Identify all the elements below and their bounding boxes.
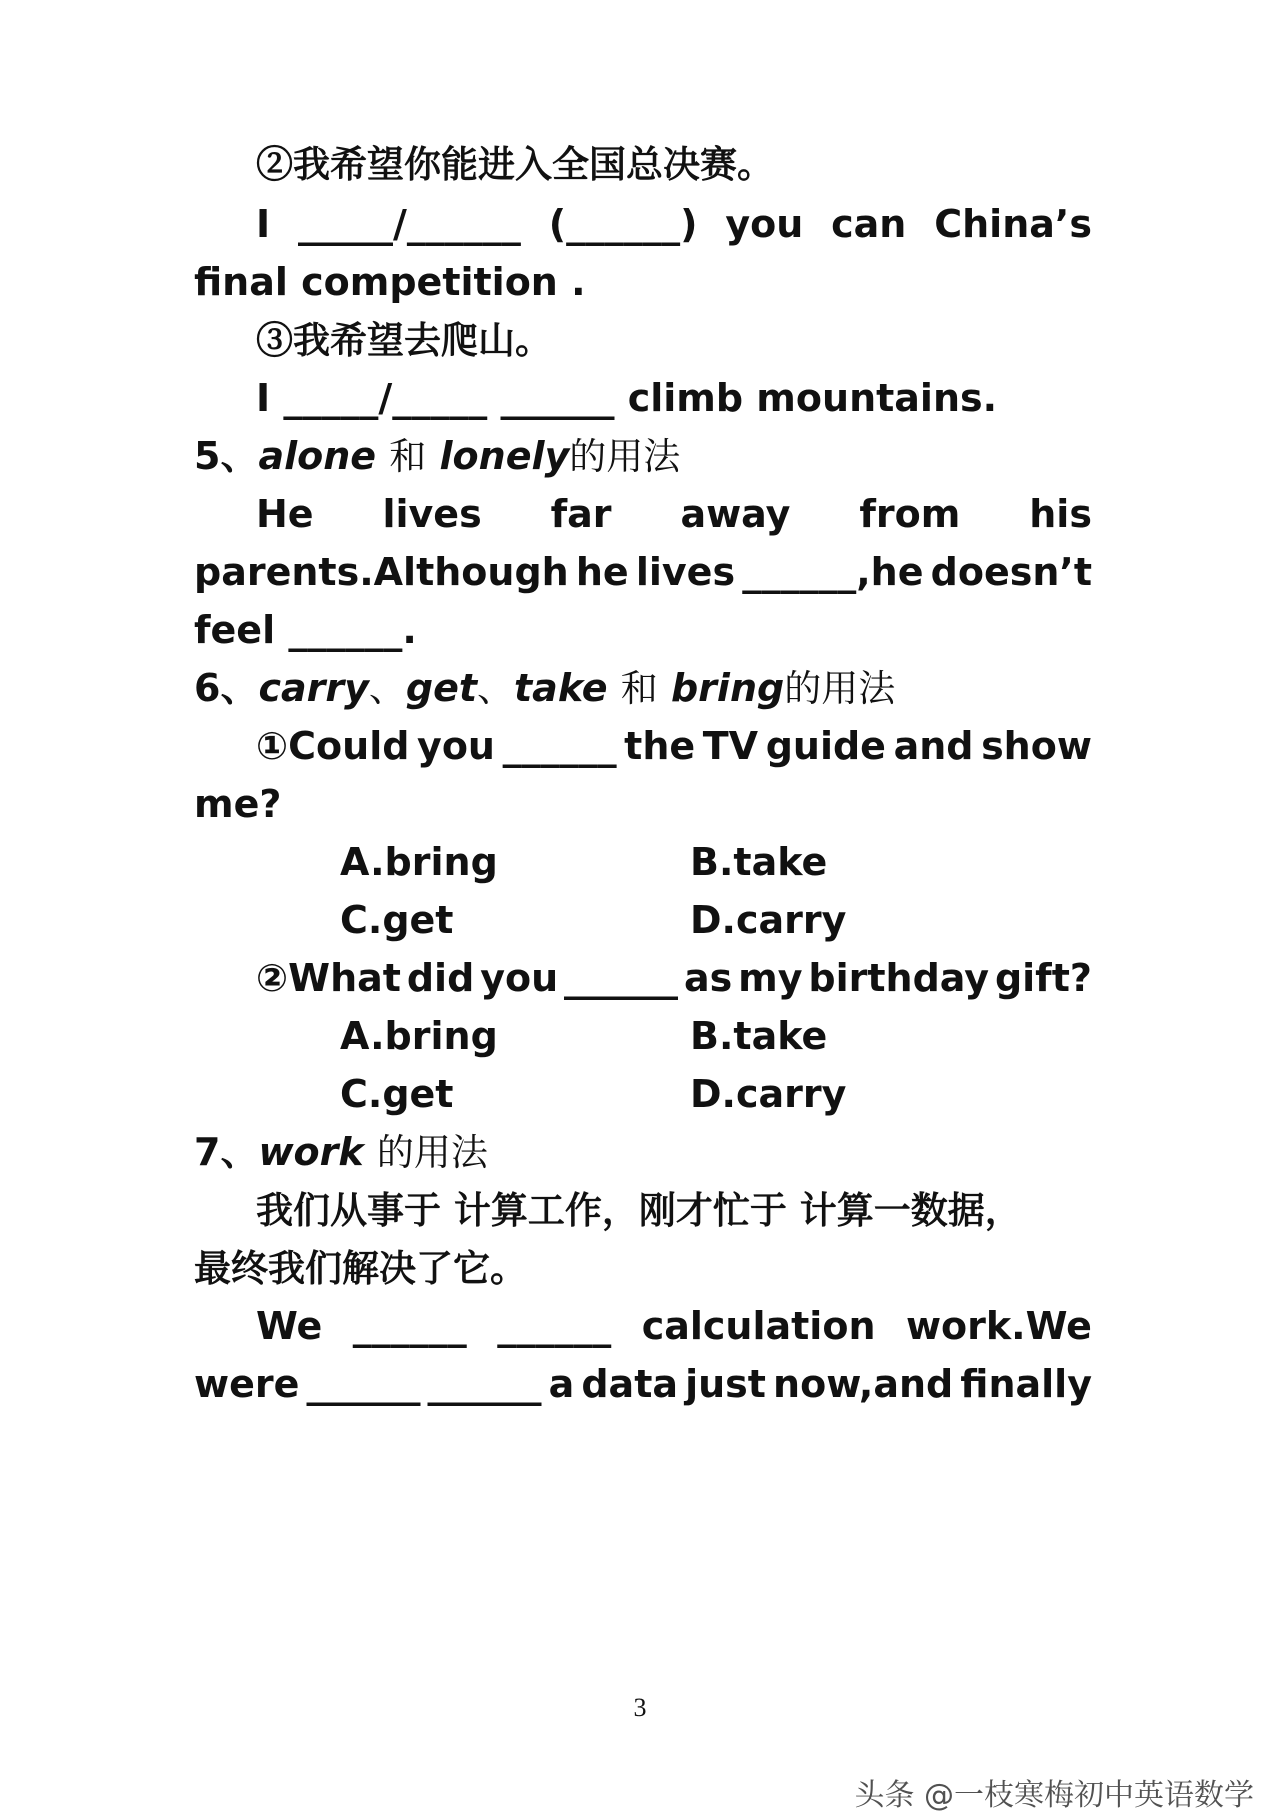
word: parents.Although [194,550,569,594]
word: now,and [773,1362,954,1406]
section5-heading [194,432,680,481]
word: lives [382,492,482,536]
blank-paren: (______) [548,202,698,246]
section-number: 7、 [194,1130,259,1174]
blank: ______ [564,956,679,1000]
word: you [417,724,495,768]
word: far [550,492,612,536]
section7-chinese-line1: 我们从事于 计算工作，刚才忙于 计算一数据， [256,1188,1022,1232]
word: away [680,492,791,536]
item3-english: I _____/_____ ______ climb mountains. [256,376,998,420]
word: data [581,1362,679,1406]
word: you [725,202,804,246]
word: you [480,956,559,1000]
q2-option-c: C.get [340,1072,454,1116]
word: he [575,550,629,594]
heading-suffix: 的用法 [376,1131,488,1174]
section6-heading [194,664,895,713]
item2-english-line1 [256,200,1092,248]
keyword: lonely [439,434,570,478]
page-number: 3 [633,1693,647,1722]
word: I [256,202,271,246]
connector: 和 [620,667,658,710]
word: China’s [934,202,1092,246]
q1-line2: me? [194,782,282,826]
item2-english-line2: final competition . [194,260,586,304]
word: He [256,492,314,536]
keyword: alone [258,434,377,478]
q1-option-a: A.bring [340,840,498,884]
word: work.We [905,1304,1092,1348]
keyword: take [514,666,608,710]
watermark: 头条 @一枝寒梅初中英语数学 [854,1778,1254,1813]
separator: 、 [477,667,515,710]
word: were [194,1362,300,1406]
q1-option-d: D.carry [690,898,847,942]
section5-line3: feel ______. [194,608,417,652]
word: finally [960,1362,1092,1406]
q2-line [256,954,1092,1002]
blank: ______ [427,1362,542,1406]
word: TV [702,724,759,768]
separator: 、 [368,667,406,710]
section7-heading [194,1128,488,1177]
q2-option-d: D.carry [690,1072,847,1116]
blank: ______ [497,1304,612,1348]
word: show [981,724,1092,768]
word: from [859,492,961,536]
word: just [685,1362,766,1406]
word: the [624,724,696,768]
connector: 和 [389,435,427,478]
word: birthday [808,956,990,1000]
q2-option-a: A.bring [340,1014,498,1058]
section5-line1 [256,490,1092,538]
q1-option-c: C.get [340,898,454,942]
word: did [406,956,475,1000]
word: We [256,1304,323,1348]
word: ______,he [742,550,924,594]
blank: ______ [352,1304,467,1348]
word: a [548,1362,575,1406]
word: and [893,724,974,768]
word: guide [765,724,886,768]
word: my [738,956,803,1000]
word: gift? [994,956,1092,1000]
item2-chinese: ②我希望你能进入全国总决赛。 [256,142,774,186]
word: can [831,202,907,246]
keyword: work [258,1130,364,1174]
section7-english-line2 [194,1360,1092,1408]
word: calculation [641,1304,876,1348]
word: ②What [256,956,401,1000]
keyword: get [405,666,478,710]
blank-pair: _____/______ [298,202,521,246]
word: as [683,956,733,1000]
blank: ______ [306,1362,421,1406]
word: ①Could [256,724,410,768]
q1-option-b: B.take [690,840,828,884]
section7-english-line1 [256,1302,1092,1350]
keyword: bring [670,666,785,710]
word: his [1029,492,1092,536]
section-number: 5、 [194,434,259,478]
section7-chinese-line2: 最终我们解决了它。 [194,1246,527,1290]
section-number: 6、 [194,666,259,710]
q2-option-b: B.take [690,1014,828,1058]
blank: ______ [502,724,617,768]
item3-chinese: ③我希望去爬山。 [256,318,552,362]
heading-suffix: 的用法 [569,435,681,478]
keyword: carry [258,666,369,710]
word: doesn’t [930,550,1092,594]
word: lives [635,550,736,594]
q1-line1 [256,722,1092,770]
section5-line2 [194,548,1092,596]
heading-suffix: 的用法 [784,667,896,710]
